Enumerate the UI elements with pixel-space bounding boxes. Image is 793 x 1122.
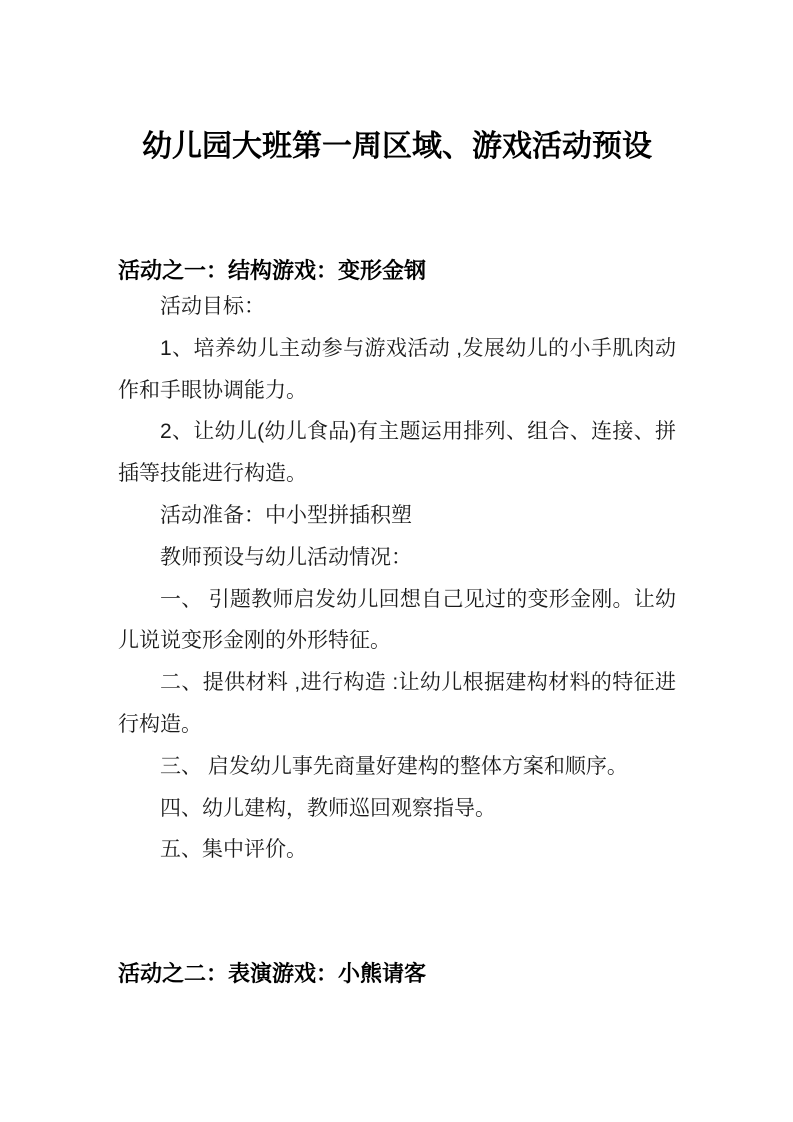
section-1-paragraph-plan-label: 教师预设与幼儿活动情况： (160, 545, 412, 569)
section-1-paragraph-step-5: 五、集中评价。 (160, 838, 307, 862)
section-1-paragraph-goal-1: 1、培养幼儿主动参与游戏活动 ,发展幼儿的小手肌肉动作和手眼协调能力。 (118, 336, 676, 402)
section-1-heading: 活动之一：结构游戏：变形金钢 (118, 258, 427, 283)
section-1-paragraph-preparation: 活动准备：中小型拼插积塑 (160, 503, 412, 527)
section-2-heading: 活动之二：表演游戏：小熊请客 (118, 961, 427, 987)
section-1-paragraph-step-3: 三、 启发幼儿事先商量好建构的整体方案和顺序。 (160, 754, 628, 778)
document-title: 幼儿园大班第一周区域、游戏活动预设 (142, 130, 652, 163)
section-1-paragraph-step-1: 一、 引题教师启发幼儿回想自己见过的变形金刚。让幼儿说说变形金刚的外形特征。 (118, 587, 676, 653)
section-1-paragraph-step-2: 二、提供材料 ,进行构造 :让幼儿根据建构材料的特征进行构造。 (118, 671, 676, 736)
section-1-paragraph-goal-2: 2、让幼儿(幼儿食品)有主题运用排列、组合、连接、拼插等技能进行构造。 (118, 420, 676, 486)
section-1-paragraph-step-4: 四、幼儿建构，教师巡回观察指导。 (160, 796, 496, 820)
section-1-paragraph-goal-label: 活动目标： (160, 295, 265, 318)
